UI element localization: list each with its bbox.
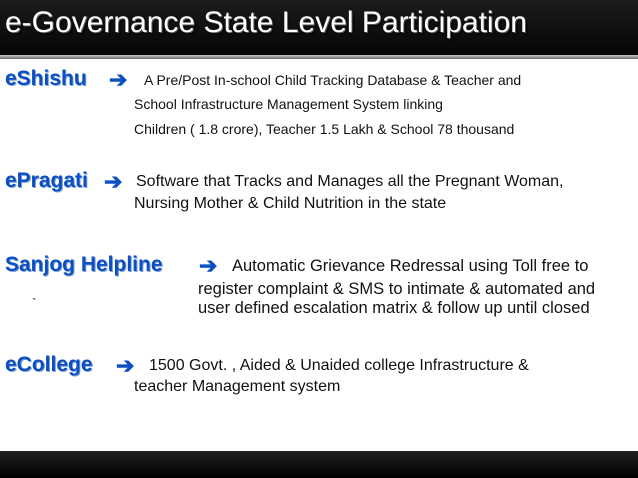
section-heading: Sanjog Helpline	[5, 253, 163, 276]
section-line: Children ( 1.8 crore), Teacher 1.5 Lakh & School 78 thousand	[134, 121, 515, 137]
right-arrow-icon: ➔	[199, 253, 218, 278]
right-arrow-icon: ➔	[109, 67, 128, 92]
section-line: Nursing Mother & Child Nutrition in the state	[134, 195, 447, 212]
section-line: School Infrastructure Management System linking	[134, 96, 443, 112]
footer-bar	[0, 451, 638, 478]
section-heading: eCollege	[5, 353, 93, 376]
section-heading: eShishu	[5, 67, 87, 90]
section-line: A Pre/Post In-school Child Tracking Database & Teacher and	[144, 72, 522, 88]
stray-mark: `	[32, 295, 37, 311]
content-panel	[0, 59, 638, 451]
slide-title: e-Governance State Level Participation	[5, 6, 527, 39]
section-line: teacher Management system	[134, 378, 341, 395]
section-line: user defined escalation matrix & follow up until closed	[198, 299, 590, 317]
right-arrow-icon: ➔	[116, 353, 135, 378]
section-heading: ePragati	[5, 169, 88, 192]
section-line: register complaint & SMS to intimate & automated and	[198, 280, 596, 298]
section-line: 1500 Govt. , Aided & Unaided college Infrastructure &	[149, 357, 529, 374]
section-line: Software that Tracks and Manages all the Pregnant Woman,	[136, 173, 564, 190]
right-arrow-icon: ➔	[104, 169, 123, 194]
section-line: Automatic Grievance Redressal using Toll free to	[232, 257, 589, 275]
